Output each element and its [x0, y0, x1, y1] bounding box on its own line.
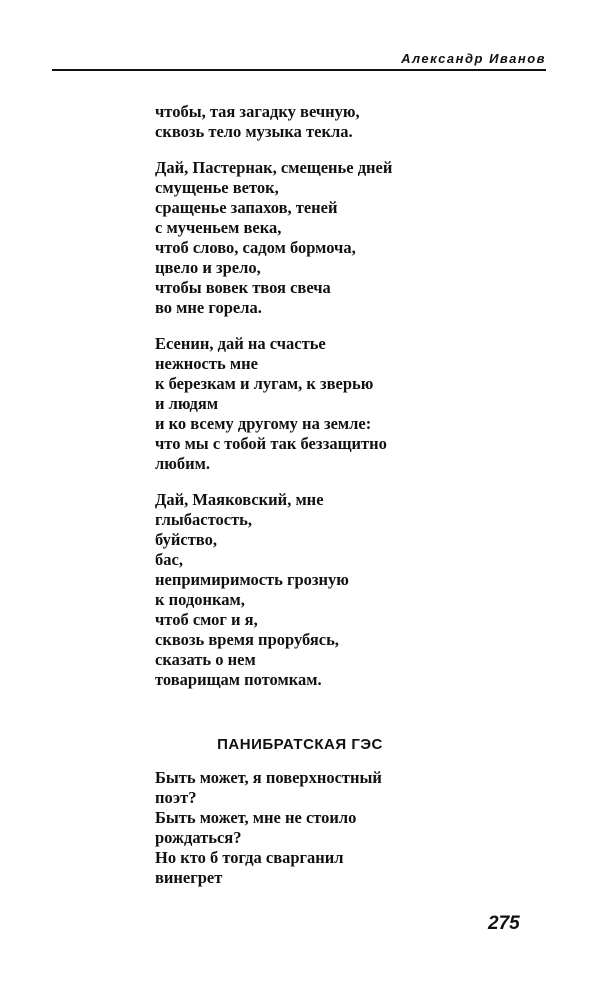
poem-line: рождаться?	[155, 828, 242, 847]
poem-line: буйство,	[155, 530, 217, 549]
poem-line: Есенин, дай на счастье	[155, 334, 326, 353]
stanza	[155, 334, 475, 474]
poem-line: Быть может, мне не стоило	[155, 808, 357, 827]
poem-line: сквозь время прорубясь,	[155, 630, 339, 649]
poem-body-second	[155, 768, 475, 888]
poem-line: Дай, Пастернак, смещенье дней	[155, 158, 393, 177]
poem-line: непримиримость грозную	[155, 570, 349, 589]
poem-line: к березкам и лугам, к зверью	[155, 374, 374, 393]
stanza	[155, 490, 475, 690]
poem-line: нежность мне	[155, 354, 258, 373]
poem-line: чтобы, тая загадку вечную,	[155, 102, 360, 121]
poem-line: глыбастость,	[155, 510, 253, 529]
poem-line: сказать о нем	[155, 650, 256, 669]
running-head-author: Александр Иванов	[401, 51, 546, 66]
poem-line: чтоб слово, садом бормоча,	[155, 238, 356, 257]
poem-line: что мы с тобой так беззащитно	[155, 434, 387, 453]
poem-line: поэт?	[155, 788, 197, 807]
poem-line: Но кто б тогда сварганил	[155, 848, 344, 867]
poem-line: чтобы вовек твоя свеча	[155, 278, 331, 297]
poem-line: и ко всему другому на земле:	[155, 414, 372, 433]
poem-line: во мне горела.	[155, 298, 262, 317]
header-rule	[52, 69, 546, 71]
poem-body	[155, 102, 475, 706]
poem-line: винегрет	[155, 868, 223, 887]
poem-line: чтоб смог и я,	[155, 610, 258, 629]
poem-line: товарищам потомкам.	[155, 670, 322, 689]
poem-line: с мученьем века,	[155, 218, 282, 237]
poem-line: и людям	[155, 394, 219, 413]
page-number: 275	[488, 913, 520, 934]
poem-line: любим.	[155, 454, 210, 473]
stanza	[155, 158, 475, 318]
poem-title: ПАНИБРАТСКАЯ ГЭС	[217, 736, 383, 753]
poem-line: сквозь тело музыка текла.	[155, 122, 353, 141]
poem-line: Дай, Маяковский, мне	[155, 490, 324, 509]
poem-line: смущенье веток,	[155, 178, 279, 197]
stanza	[155, 102, 475, 142]
poem-line: бас,	[155, 550, 183, 569]
poem-line: Быть может, я поверхностный	[155, 768, 382, 787]
poem-line: сращенье запахов, теней	[155, 198, 338, 217]
poem-line: цвело и зрело,	[155, 258, 261, 277]
poem-line: к подонкам,	[155, 590, 245, 609]
